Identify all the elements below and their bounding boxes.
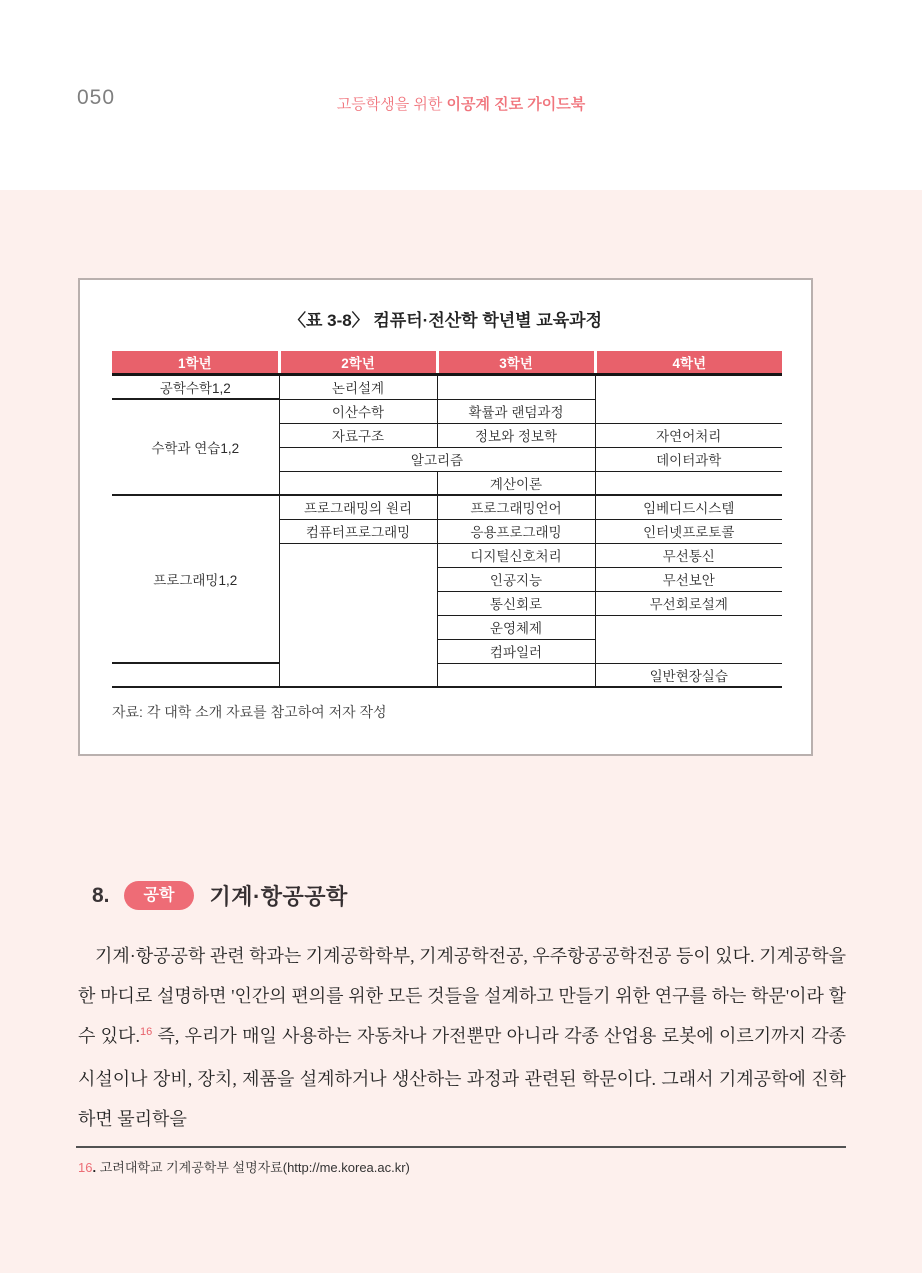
course-cell: 계산이론 bbox=[437, 471, 595, 495]
course-cell: 디지털신호처리 bbox=[437, 543, 595, 567]
section-title: 기계·항공공학 bbox=[209, 884, 348, 909]
course-cell: 무선회로설계 bbox=[595, 591, 782, 615]
course-cell: 운영체제 bbox=[437, 615, 595, 639]
empty-cell bbox=[595, 471, 782, 495]
course-cell: 무선통신 bbox=[595, 543, 782, 567]
course-cell: 알고리즘 bbox=[279, 447, 595, 471]
body-paragraph bbox=[78, 936, 846, 1139]
table-card bbox=[78, 278, 813, 756]
book-header bbox=[0, 93, 922, 114]
paragraph-text: 기계·항공공학 관련 학과는 기계공학학부, 기계공학전공, 우주항공공학전공 등이 있다. 기계공학을 한 마디로 설명하면 '인간의 편의를 위한 모든 것들을 설계하고 만들기 위한 연구를 하는 학문'이라 할 수 있다. bbox=[78, 946, 847, 1046]
course-cell: 이산수학 bbox=[279, 399, 437, 423]
empty-cell bbox=[595, 615, 782, 663]
course-cell: 프로그래밍의 원리 bbox=[279, 495, 437, 519]
table-row bbox=[112, 375, 782, 400]
col-header-year4: 4학년 bbox=[595, 351, 782, 375]
header-row bbox=[112, 351, 782, 375]
course-cell: 컴퓨터프로그래밍 bbox=[279, 519, 437, 543]
course-cell: 수학과 연습1,2 bbox=[112, 399, 279, 495]
table-row bbox=[112, 663, 782, 687]
col-header-year2: 2학년 bbox=[279, 351, 437, 375]
course-cell: 확률과 랜덤과정 bbox=[437, 399, 595, 423]
table-row bbox=[112, 495, 782, 519]
empty-cell bbox=[437, 375, 595, 400]
course-cell: 임베디드시스템 bbox=[595, 495, 782, 519]
page-number: 050 bbox=[77, 86, 116, 109]
empty-cell bbox=[279, 471, 437, 495]
section-number: 8. bbox=[92, 883, 110, 907]
course-cell: 자연어처리 bbox=[595, 423, 782, 447]
major-badge: 공학 bbox=[124, 881, 195, 910]
footnote-text: 고려대학교 기계공학부 설명자료(http://me.korea.ac.kr) bbox=[96, 1160, 410, 1175]
course-cell: 데이터과학 bbox=[595, 447, 782, 471]
table-source-note: 자료: 각 대학 소개 자료를 참고하여 저자 작성 bbox=[112, 704, 387, 720]
book-header-bold: 이공계 진로 가이드북 bbox=[446, 96, 586, 113]
course-cell: 무선보안 bbox=[595, 567, 782, 591]
footnote-number: 16 bbox=[78, 1160, 93, 1175]
footnote-reference: 16 bbox=[139, 1026, 153, 1038]
footnote-divider bbox=[76, 1146, 846, 1148]
course-cell: 일반현장실습 bbox=[595, 663, 782, 687]
book-header-regular: 고등학생을 위한 bbox=[336, 96, 447, 113]
col-header-year1: 1학년 bbox=[112, 351, 279, 375]
table-title: 〈표 3-8〉 컴퓨터·전산학 학년별 교육과정 bbox=[288, 311, 603, 330]
course-cell: 컴파일러 bbox=[437, 639, 595, 663]
empty-cell bbox=[112, 663, 279, 687]
course-cell: 공학수학1,2 bbox=[112, 375, 279, 400]
course-cell: 자료구조 bbox=[279, 423, 437, 447]
footnote-dot: . bbox=[92, 1160, 97, 1175]
section-heading bbox=[92, 880, 348, 911]
course-cell: 인터넷프로토콜 bbox=[595, 519, 782, 543]
course-cell: 프로그래밍1,2 bbox=[112, 495, 279, 663]
course-cell: 응용프로그래밍 bbox=[437, 519, 595, 543]
course-cell: 프로그래밍언어 bbox=[437, 495, 595, 519]
footnote bbox=[78, 1157, 410, 1176]
empty-cell bbox=[595, 375, 782, 424]
empty-cell bbox=[279, 543, 437, 687]
course-cell: 정보와 정보학 bbox=[437, 423, 595, 447]
course-cell: 논리설계 bbox=[279, 375, 437, 400]
col-header-year3: 3학년 bbox=[437, 351, 595, 375]
course-cell: 인공지능 bbox=[437, 567, 595, 591]
curriculum-table bbox=[112, 351, 782, 688]
paragraph-text: 즉, 우리가 매일 사용하는 자동차나 가전뿐만 아니라 각종 산업용 로봇에 이르기까지 각종 시설이나 장비, 장치, 제품을 설계하거나 생산하는 과정과 관련된 학문이다. 그래서 기계공학에 진학하면 물리학을 bbox=[78, 1026, 846, 1129]
course-cell: 통신회로 bbox=[437, 591, 595, 615]
empty-cell bbox=[437, 663, 595, 687]
